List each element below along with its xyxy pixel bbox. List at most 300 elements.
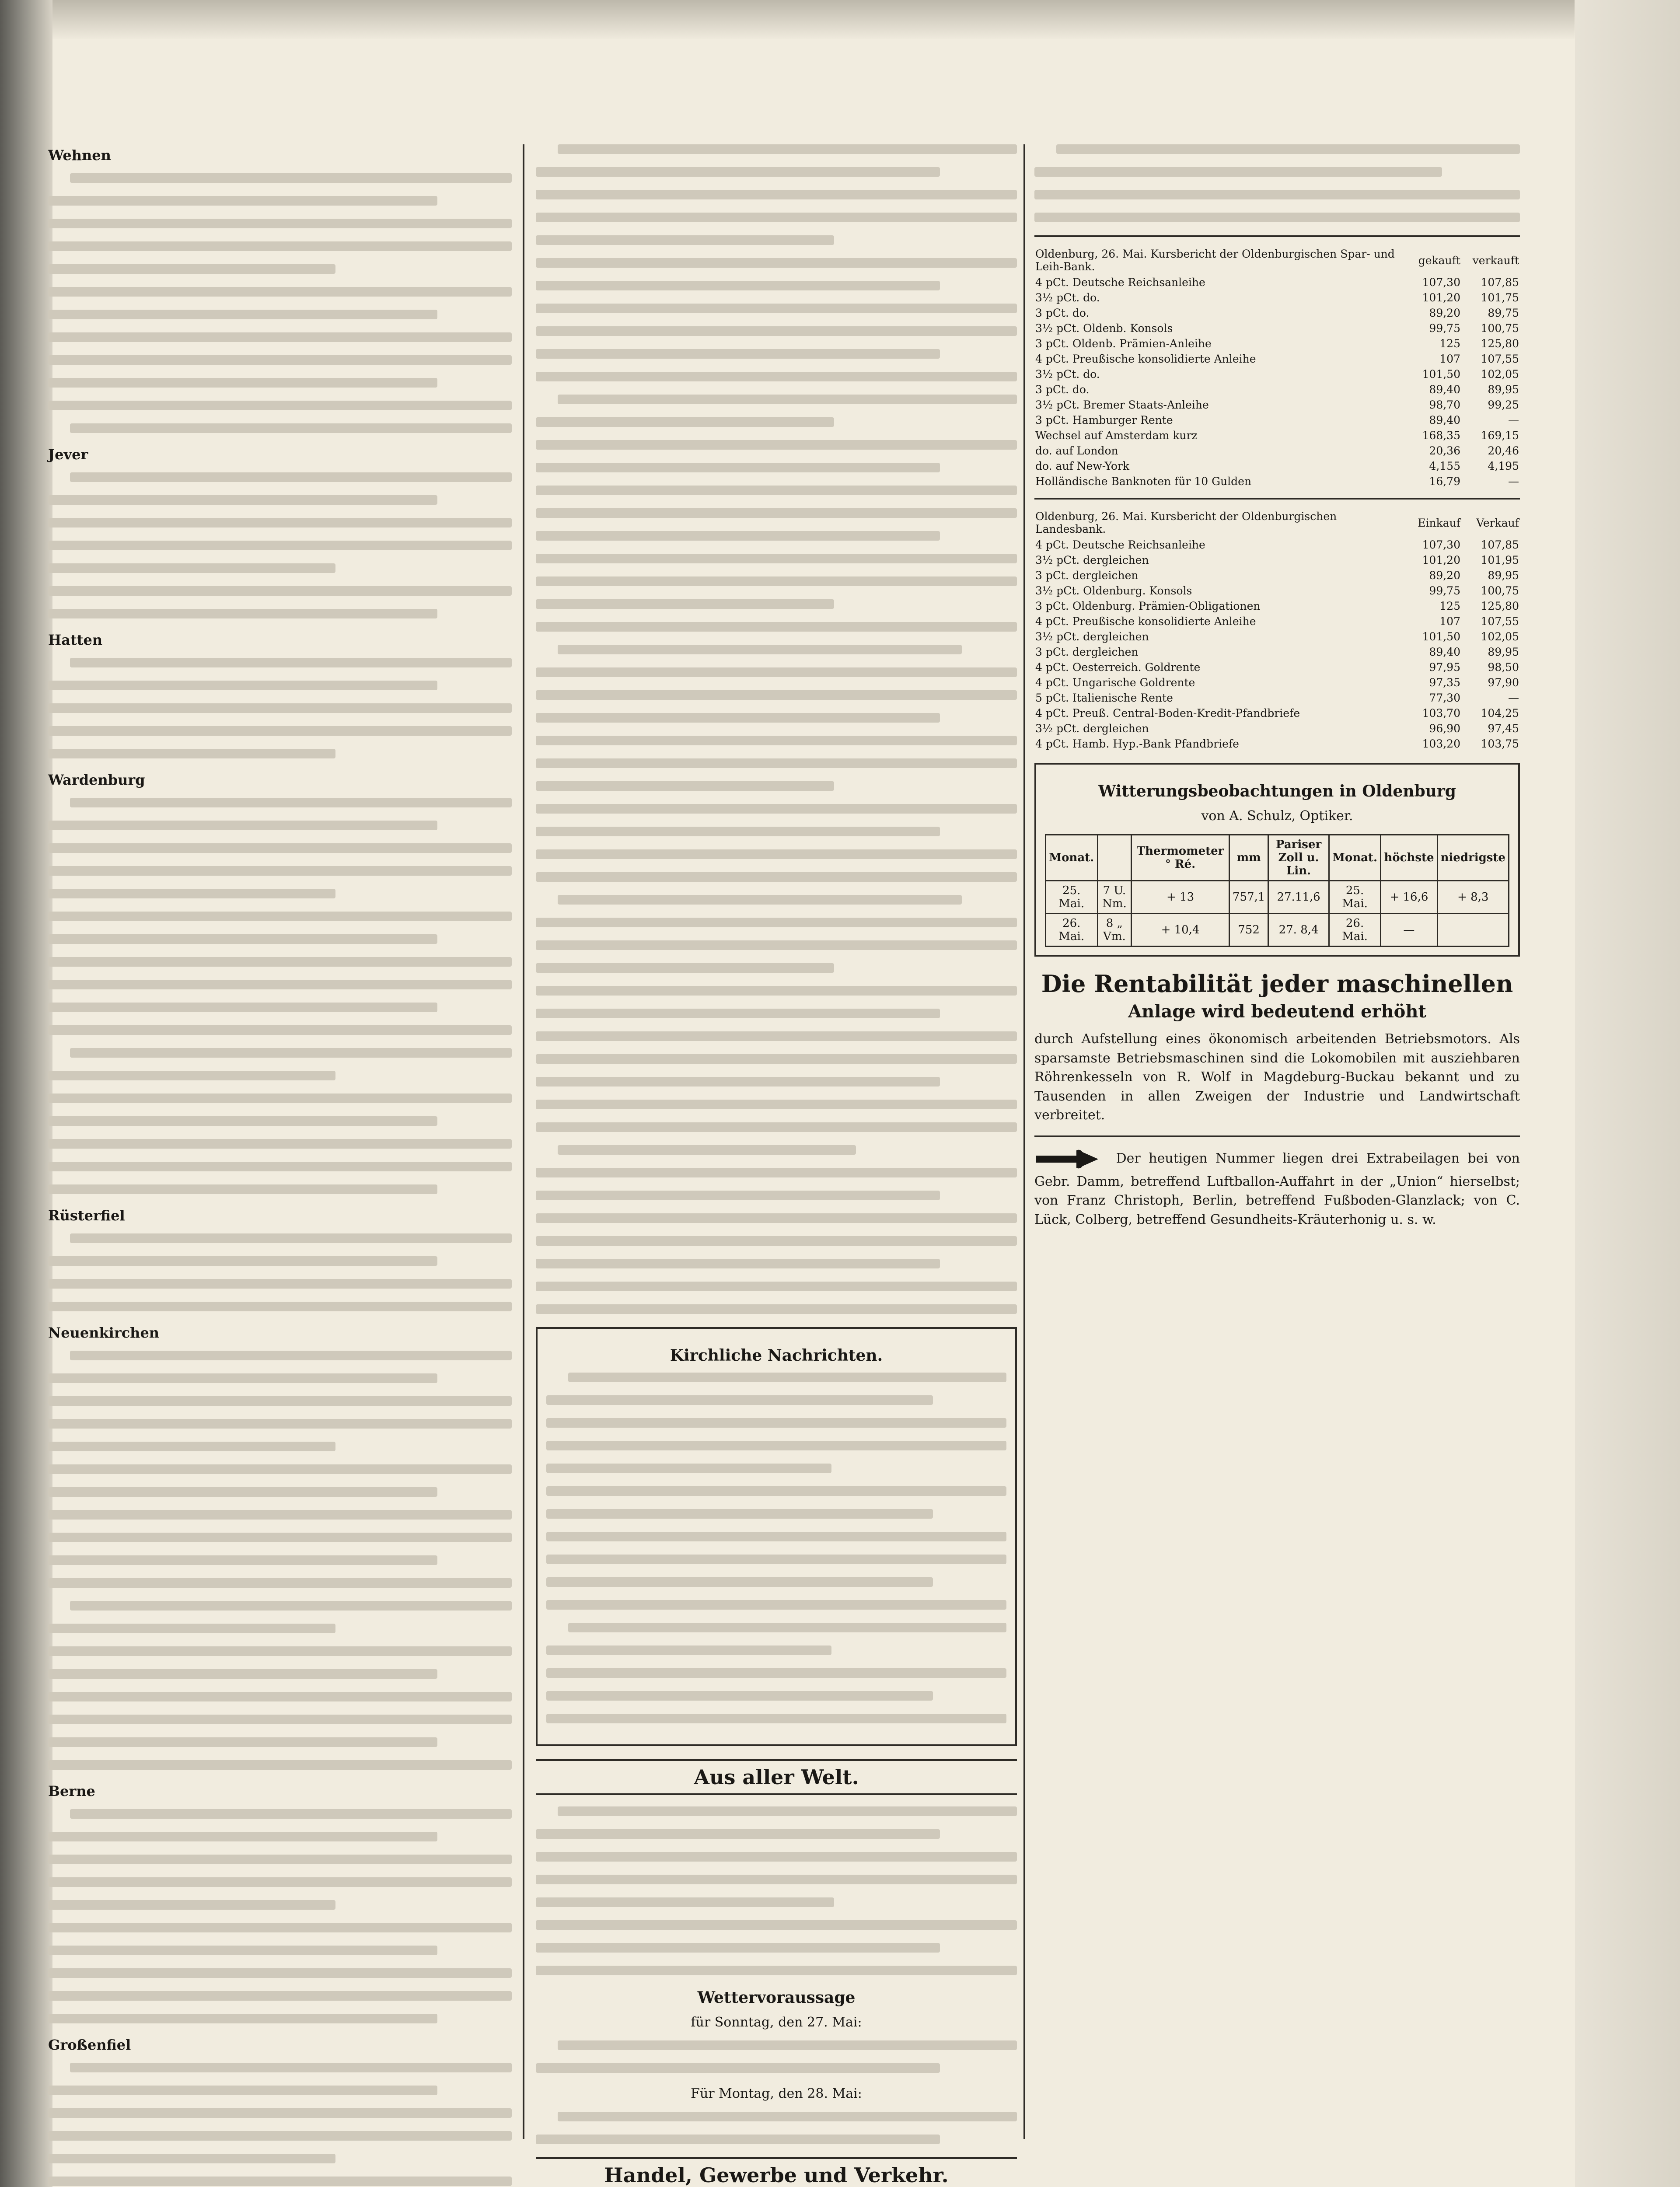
text-line bbox=[536, 918, 1017, 927]
paragraph-heading: Berne bbox=[48, 1783, 95, 1799]
table-cell-label: 3½ pCt. Bremer Staats-Anleihe bbox=[1035, 398, 1209, 411]
divider bbox=[1034, 1135, 1520, 1137]
text-line bbox=[536, 417, 834, 427]
text-line bbox=[48, 1116, 437, 1126]
weather-col-header: Monat. bbox=[1329, 835, 1381, 881]
text-line bbox=[70, 658, 512, 667]
text-line bbox=[48, 1184, 437, 1194]
section-heading: Handel, Gewerbe und Verkehr. bbox=[536, 2157, 1017, 2187]
text-line bbox=[48, 821, 437, 830]
text-line bbox=[536, 576, 1017, 586]
table-cell-buy: 125 bbox=[1439, 600, 1460, 612]
text-line bbox=[536, 667, 1017, 677]
paragraph-heading: Wardenburg bbox=[48, 772, 145, 788]
text-line bbox=[536, 372, 1017, 381]
col-header: verkauft bbox=[1472, 254, 1519, 267]
text-line bbox=[536, 690, 1017, 700]
text-line bbox=[48, 1760, 512, 1770]
section-heading: Wettervoraussage bbox=[697, 1988, 856, 2007]
kirchliche-section bbox=[536, 1327, 1017, 1746]
table-cell-buy: 98,70 bbox=[1429, 398, 1460, 411]
table-cell-label: 3½ pCt. Oldenburg. Konsols bbox=[1035, 584, 1192, 597]
text-line bbox=[48, 2108, 512, 2118]
weather-cell bbox=[1437, 914, 1509, 947]
text-line bbox=[48, 219, 512, 228]
table-cell-sell: 107,85 bbox=[1481, 538, 1519, 551]
weather-cell: 27. 8,4 bbox=[1268, 914, 1329, 947]
table-row bbox=[1034, 458, 1520, 474]
text-line bbox=[536, 849, 1017, 859]
text-line bbox=[48, 1669, 437, 1679]
table-row bbox=[1034, 614, 1520, 629]
text-line bbox=[536, 190, 1017, 199]
table-cell-label: Wechsel auf Amsterdam kurz bbox=[1035, 429, 1198, 442]
table-cell-sell: 107,85 bbox=[1481, 276, 1519, 289]
text-line bbox=[48, 1923, 512, 1932]
text-line bbox=[536, 440, 1017, 450]
text-line bbox=[536, 1304, 1017, 1314]
text-line bbox=[48, 2131, 512, 2141]
paragraph-heading: Neuenkirchen bbox=[48, 1324, 160, 1341]
text-line bbox=[546, 1600, 1006, 1610]
weather-col-header: niedrigste bbox=[1437, 835, 1509, 881]
section-heading: Kirchliche Nachrichten. bbox=[670, 1346, 883, 1365]
table-cell-label: 3½ pCt. dergleichen bbox=[1035, 554, 1149, 566]
table-row bbox=[1034, 474, 1520, 489]
text-line bbox=[48, 2086, 437, 2095]
table-row bbox=[1034, 644, 1520, 660]
text-line bbox=[48, 1302, 512, 1311]
text-line bbox=[48, 1877, 512, 1887]
text-line bbox=[536, 872, 1017, 882]
text-line bbox=[48, 287, 512, 297]
text-line bbox=[536, 599, 834, 609]
text-line bbox=[536, 531, 940, 541]
ad-text: durch Aufstellung eines ökonomisch arbeitenden Betriebsmotors. Als sparsamste Betriebsmaschinen sind die Lokomobilen mit ausziehbaren Röhrenkesseln von R. Wolf in Magdeburg-Buckau bekannt und zu Tausenden in allen Zweigen der Industrie und Landwirtschaft verbreitet. bbox=[1034, 1031, 1520, 1123]
paragraph-heading: Großenfiel bbox=[48, 2037, 131, 2053]
text-line bbox=[536, 258, 1017, 268]
table-row bbox=[1034, 290, 1520, 305]
paragraph-heading: Wehnen bbox=[48, 147, 111, 164]
table-cell-label: 3 pCt. do. bbox=[1035, 307, 1090, 319]
table-cell-label: 3½ pCt. dergleichen bbox=[1035, 630, 1149, 643]
text-line bbox=[536, 1282, 1017, 1291]
text-line bbox=[546, 1577, 933, 1587]
text-line bbox=[536, 622, 1017, 632]
text-line bbox=[48, 726, 512, 736]
table-cell-sell: 89,75 bbox=[1488, 307, 1519, 319]
forecast-date: Für Montag, den 28. Mai: bbox=[691, 2086, 862, 2101]
text-line bbox=[536, 736, 1017, 745]
text-line bbox=[546, 1691, 933, 1701]
weather-cell: + 13 bbox=[1132, 881, 1229, 914]
table-cell-sell: 103,75 bbox=[1481, 737, 1519, 750]
text-line bbox=[536, 554, 1017, 563]
weather-title: Witterungsbeobachtungen in Oldenburg bbox=[1098, 782, 1456, 800]
table-cell-sell: 107,55 bbox=[1481, 615, 1519, 628]
text-line bbox=[48, 1487, 437, 1497]
text-line bbox=[48, 843, 512, 853]
text-line bbox=[48, 1900, 335, 1910]
forecast-date: für Sonntag, den 27. Mai: bbox=[691, 2015, 862, 2030]
text-line bbox=[48, 1624, 335, 1633]
text-line bbox=[536, 167, 940, 177]
table-cell-buy: 97,95 bbox=[1429, 661, 1460, 674]
table-cell-label: 3 pCt. Hamburger Rente bbox=[1035, 414, 1173, 426]
text-line bbox=[536, 1920, 1017, 1930]
text-line bbox=[48, 1139, 512, 1149]
text-line bbox=[536, 326, 1017, 336]
weather-cell: 7 U. Nm. bbox=[1097, 881, 1132, 914]
table-title: Oldenburg, 26. Mai. Kursbericht der Oldenburgischen Spar- und Leih-Bank. bbox=[1035, 248, 1395, 273]
text-line bbox=[48, 1373, 437, 1383]
table-cell-buy: 107,30 bbox=[1422, 538, 1460, 551]
text-line bbox=[546, 1509, 933, 1519]
text-line bbox=[536, 1191, 940, 1200]
text-line bbox=[546, 1418, 1006, 1428]
text-line bbox=[536, 940, 1017, 950]
text-line bbox=[536, 1829, 940, 1839]
text-line bbox=[558, 2112, 1017, 2121]
weather-observer: von A. Schulz, Optiker. bbox=[1201, 808, 1353, 824]
text-line bbox=[536, 486, 1017, 495]
table-row bbox=[1034, 351, 1520, 367]
weather-col-header: mm bbox=[1229, 835, 1268, 881]
table-cell-sell: 97,45 bbox=[1488, 722, 1519, 735]
text-line bbox=[48, 401, 512, 410]
text-line bbox=[48, 1991, 512, 2001]
text-line bbox=[48, 495, 437, 505]
table-cell-sell: 98,50 bbox=[1488, 661, 1519, 674]
text-line bbox=[546, 1714, 1006, 1723]
weather-cell: 25. Mai. bbox=[1329, 881, 1381, 914]
table-cell-buy: 125 bbox=[1439, 337, 1460, 350]
table-cell-label: 4 pCt. Deutsche Reichsanleihe bbox=[1035, 538, 1205, 551]
text-line bbox=[48, 1510, 512, 1520]
text-line bbox=[546, 1395, 933, 1405]
table-cell-buy: 97,35 bbox=[1429, 676, 1460, 689]
text-line bbox=[536, 1875, 1017, 1884]
text-line bbox=[48, 1396, 512, 1406]
paragraph-heading: Hatten bbox=[48, 632, 103, 648]
text-line bbox=[48, 703, 512, 713]
text-line bbox=[70, 1601, 512, 1611]
text-line bbox=[48, 1256, 437, 1266]
weather-col-header bbox=[1097, 835, 1132, 881]
table-cell-buy: 89,40 bbox=[1429, 414, 1460, 426]
text-line bbox=[536, 963, 834, 973]
weather-col-header: höchste bbox=[1381, 835, 1437, 881]
table-cell-sell: 104,25 bbox=[1481, 707, 1519, 720]
table-cell-sell: 97,90 bbox=[1488, 676, 1519, 689]
text-line bbox=[558, 144, 1017, 154]
text-line bbox=[48, 1533, 512, 1542]
text-line bbox=[70, 1809, 512, 1819]
divider bbox=[1034, 235, 1520, 237]
text-line bbox=[70, 1233, 512, 1243]
col-header: Verkauf bbox=[1476, 516, 1519, 529]
weather-cell: + 10,4 bbox=[1132, 914, 1229, 947]
table-cell-buy: 99,75 bbox=[1429, 584, 1460, 597]
table-cell-buy: 20,36 bbox=[1429, 444, 1460, 457]
table-cell-label: 4 pCt. Preußische konsolidierte Anleihe bbox=[1035, 353, 1256, 365]
text-line bbox=[568, 1623, 1006, 1632]
text-line bbox=[546, 1441, 1006, 1450]
table-row bbox=[1034, 690, 1520, 706]
table-cell-sell: 107,55 bbox=[1481, 353, 1519, 365]
text-line bbox=[48, 1832, 437, 1841]
text-line bbox=[48, 378, 437, 388]
weather-table bbox=[1045, 834, 1509, 947]
table-cell-buy: 96,90 bbox=[1429, 722, 1460, 735]
text-line bbox=[536, 1236, 1017, 1246]
ad-subtitle: Anlage wird bedeutend erhöht bbox=[1128, 1001, 1426, 1022]
text-line bbox=[536, 1852, 1017, 1862]
text-line bbox=[536, 1009, 940, 1018]
column-middle bbox=[536, 144, 1017, 2187]
table-row bbox=[1034, 583, 1520, 598]
text-line bbox=[536, 281, 940, 290]
text-line bbox=[48, 980, 512, 989]
text-line bbox=[558, 1806, 1017, 1816]
table-row bbox=[1034, 736, 1520, 751]
table-cell-sell: 89,95 bbox=[1488, 646, 1519, 658]
table-cell-buy: 107 bbox=[1439, 353, 1460, 365]
text-line bbox=[48, 866, 512, 876]
binding-shadow bbox=[0, 0, 52, 2187]
table-cell-sell: — bbox=[1508, 692, 1519, 704]
column-rule bbox=[523, 144, 524, 2139]
table-row bbox=[1034, 382, 1520, 397]
table-cell-buy: 101,50 bbox=[1422, 630, 1460, 643]
pointing-hand-icon bbox=[1034, 1146, 1100, 1172]
text-line bbox=[48, 1025, 512, 1035]
weather-cell: 27.11,6 bbox=[1268, 881, 1329, 914]
text-line bbox=[48, 518, 512, 528]
table-cell-label: 3½ pCt. Oldenb. Konsols bbox=[1035, 322, 1173, 335]
table-cell-sell: — bbox=[1508, 475, 1519, 488]
text-line bbox=[48, 196, 437, 206]
table-cell-sell: 102,05 bbox=[1481, 368, 1519, 381]
text-line bbox=[558, 1145, 856, 1155]
col-header: Einkauf bbox=[1418, 516, 1460, 529]
text-line bbox=[546, 1486, 1006, 1496]
table-cell-buy: 77,30 bbox=[1429, 692, 1460, 704]
weather-col-header: Monat. bbox=[1046, 835, 1098, 881]
kurs-table-landesbank bbox=[1034, 508, 1520, 751]
table-row bbox=[1034, 305, 1520, 321]
text-line bbox=[536, 758, 1017, 768]
text-line bbox=[48, 310, 437, 319]
column-right bbox=[1034, 144, 1520, 2156]
text-line bbox=[48, 2014, 437, 2023]
text-line bbox=[536, 1966, 1017, 1975]
text-line bbox=[546, 1645, 831, 1655]
text-line bbox=[536, 1897, 834, 1907]
table-row bbox=[1034, 660, 1520, 675]
table-row bbox=[1034, 367, 1520, 382]
weather-cell: 8 „ Vm. bbox=[1097, 914, 1132, 947]
text-line bbox=[48, 1946, 437, 1955]
table-cell-sell: 102,05 bbox=[1481, 630, 1519, 643]
text-line bbox=[536, 1213, 1017, 1223]
column-local-news bbox=[48, 144, 512, 2156]
table-cell-sell: 100,75 bbox=[1481, 322, 1519, 335]
text-line bbox=[536, 1943, 940, 1953]
text-line bbox=[48, 563, 335, 573]
text-line bbox=[536, 2063, 940, 2073]
text-line bbox=[70, 173, 512, 183]
text-line bbox=[48, 332, 512, 342]
column-rule bbox=[1023, 144, 1025, 2139]
weather-cell: 26. Mai. bbox=[1329, 914, 1381, 947]
table-cell-label: 3 pCt. Oldenburg. Prämien-Obligationen bbox=[1035, 600, 1261, 612]
text-line bbox=[70, 798, 512, 807]
page-edge bbox=[1575, 0, 1680, 2187]
table-row bbox=[1034, 537, 1520, 552]
text-line bbox=[536, 986, 1017, 996]
table-row bbox=[1034, 721, 1520, 736]
table-row bbox=[1034, 428, 1520, 443]
table-row bbox=[1046, 914, 1509, 947]
col-header: gekauft bbox=[1418, 254, 1460, 267]
table-row bbox=[1034, 675, 1520, 690]
text-line bbox=[48, 1578, 512, 1588]
table-row bbox=[1034, 552, 1520, 568]
table-cell-label: 5 pCt. Italienische Rente bbox=[1035, 692, 1173, 704]
text-line bbox=[536, 304, 1017, 313]
text-line bbox=[48, 2154, 335, 2163]
table-cell-sell: 125,80 bbox=[1481, 600, 1519, 612]
table-cell-label: 4 pCt. Hamb. Hyp.-Bank Pfandbriefe bbox=[1035, 737, 1239, 750]
text-line bbox=[48, 749, 335, 758]
text-line bbox=[70, 1351, 512, 1360]
text-line bbox=[558, 645, 962, 654]
table-cell-sell: 89,95 bbox=[1488, 383, 1519, 396]
text-line bbox=[546, 1464, 831, 1473]
text-line bbox=[48, 934, 437, 944]
table-cell-label: 4 pCt. Deutsche Reichsanleihe bbox=[1035, 276, 1205, 289]
table-row bbox=[1034, 706, 1520, 721]
weather-cell: — bbox=[1381, 914, 1437, 947]
table-title: Oldenburg, 26. Mai. Kursbericht der Oldenburgischen Landesbank. bbox=[1035, 510, 1337, 535]
table-cell-buy: 99,75 bbox=[1429, 322, 1460, 335]
text-line bbox=[536, 1168, 1017, 1177]
table-cell-buy: 103,20 bbox=[1422, 737, 1460, 750]
weather-col-header: Thermometer ° Ré. bbox=[1132, 835, 1229, 881]
text-line bbox=[536, 713, 940, 723]
text-line bbox=[546, 1532, 1006, 1541]
table-cell-buy: 101,50 bbox=[1422, 368, 1460, 381]
table-cell-label: 3 pCt. Oldenb. Prämien-Anleihe bbox=[1035, 337, 1212, 350]
text-line bbox=[48, 1071, 335, 1080]
text-line bbox=[536, 463, 940, 472]
text-line bbox=[536, 1122, 1017, 1132]
table-cell-buy: 101,20 bbox=[1422, 291, 1460, 304]
table-cell-buy: 103,70 bbox=[1422, 707, 1460, 720]
table-cell-label: 3 pCt. dergleichen bbox=[1035, 569, 1139, 582]
table-cell-buy: 89,20 bbox=[1429, 307, 1460, 319]
text-line bbox=[48, 957, 512, 967]
text-line bbox=[70, 472, 512, 482]
text-line bbox=[48, 241, 512, 251]
supplement-text: Der heutigen Nummer liegen drei Extrabeilagen bei von Gebr. Damm, betreffend Luftballon-Auffahrt in der „Union“ hierselbst; von Franz Christoph, Berlin, betreffend Fußboden-Glanzlack; von C. Lück, Colberg, betreffend Gesundheits-Kräuterhonig u. s. w. bbox=[1034, 1150, 1520, 1227]
table-cell-buy: 101,20 bbox=[1422, 554, 1460, 566]
weather-cell: + 8,3 bbox=[1437, 881, 1509, 914]
table-cell-sell: 125,80 bbox=[1481, 337, 1519, 350]
table-cell-label: 3½ pCt. dergleichen bbox=[1035, 722, 1149, 735]
table-cell-label: do. auf London bbox=[1035, 444, 1118, 457]
text-line bbox=[536, 349, 940, 359]
text-line bbox=[48, 1419, 512, 1429]
text-line bbox=[1034, 213, 1520, 222]
table-cell-label: do. auf New-York bbox=[1035, 460, 1129, 472]
top-edge-shadow bbox=[52, 0, 1575, 39]
text-line bbox=[48, 1968, 512, 1978]
weather-box bbox=[1034, 763, 1520, 957]
text-line bbox=[48, 1094, 512, 1103]
text-line bbox=[546, 1668, 1006, 1678]
text-line bbox=[536, 508, 1017, 518]
paragraph-heading: Jever bbox=[48, 446, 88, 463]
text-line bbox=[48, 1279, 512, 1289]
supplement-notice bbox=[1034, 1146, 1520, 1230]
table-row bbox=[1034, 321, 1520, 336]
table-cell-buy: 16,79 bbox=[1429, 475, 1460, 488]
text-line bbox=[48, 609, 437, 618]
paragraph-heading: Rüsterfiel bbox=[48, 1207, 125, 1224]
text-line bbox=[48, 586, 512, 596]
table-cell-label: 4 pCt. Preußische konsolidierte Anleihe bbox=[1035, 615, 1256, 628]
text-line bbox=[1056, 144, 1520, 154]
text-line bbox=[48, 1692, 512, 1701]
text-line bbox=[1034, 167, 1442, 177]
text-line bbox=[70, 2063, 512, 2072]
table-cell-sell: 20,46 bbox=[1488, 444, 1519, 457]
table-cell-buy: 107,30 bbox=[1422, 276, 1460, 289]
section-heading: Aus aller Welt. bbox=[536, 1759, 1017, 1795]
text-line bbox=[48, 264, 335, 274]
text-line bbox=[48, 541, 512, 550]
table-cell-sell: 99,25 bbox=[1488, 398, 1519, 411]
weather-cell: 26. Mai. bbox=[1046, 914, 1098, 947]
table-cell-sell: 169,15 bbox=[1481, 429, 1519, 442]
table-cell-sell: 101,95 bbox=[1481, 554, 1519, 566]
text-line bbox=[536, 1100, 1017, 1109]
table-cell-sell: 100,75 bbox=[1481, 584, 1519, 597]
text-line bbox=[568, 1373, 1006, 1382]
table-row bbox=[1034, 397, 1520, 412]
table-cell-label: 4 pCt. Oesterreich. Goldrente bbox=[1035, 661, 1201, 674]
text-line bbox=[536, 804, 1017, 814]
table-cell-label: 4 pCt. Ungarische Goldrente bbox=[1035, 676, 1195, 689]
text-line bbox=[48, 1442, 335, 1451]
ad-title: Die Rentabilität jeder maschinellen bbox=[1041, 970, 1513, 998]
table-cell-label: 3 pCt. do. bbox=[1035, 383, 1090, 396]
text-line bbox=[536, 235, 834, 245]
text-line bbox=[48, 681, 437, 690]
table-cell-label: Holländische Banknoten für 10 Gulden bbox=[1035, 475, 1252, 488]
table-cell-sell: 101,75 bbox=[1481, 291, 1519, 304]
text-line bbox=[48, 2177, 512, 2186]
text-line bbox=[48, 1646, 512, 1656]
divider bbox=[1034, 498, 1520, 500]
text-line bbox=[1034, 190, 1520, 199]
text-line bbox=[536, 1259, 940, 1268]
text-line bbox=[536, 1054, 1017, 1064]
text-line bbox=[536, 213, 1017, 222]
text-line bbox=[558, 895, 962, 905]
